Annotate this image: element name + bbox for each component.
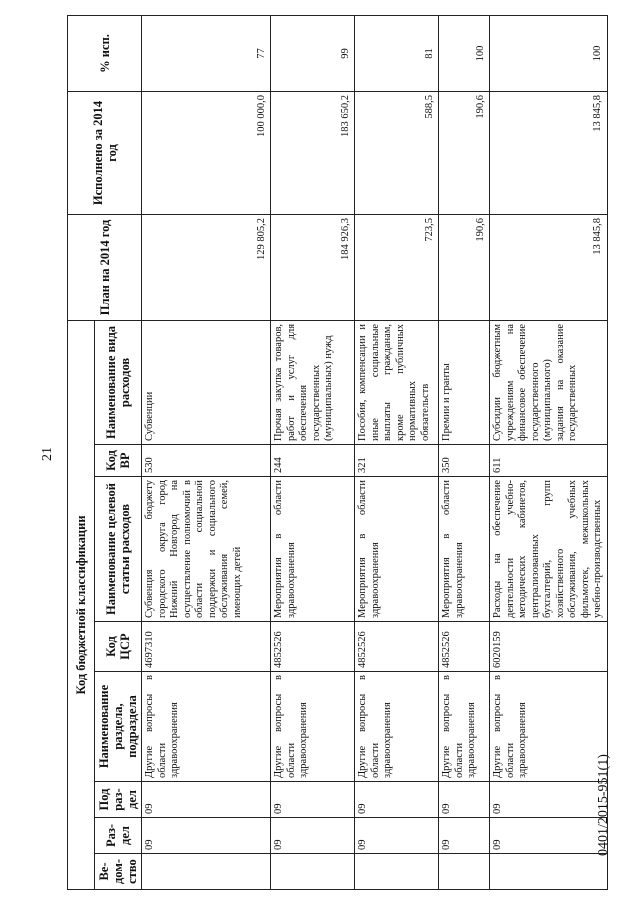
table-row: [142, 15, 271, 889]
cell-percent: 77: [142, 15, 271, 91]
cell-target-code: 6020159: [490, 622, 608, 672]
cell-target-name: Субвенция бюджету городского округа город Нижний Новгород на осуществление полномочий в области социальной поддержки и социального обслуживания семей, имеющих детей: [142, 477, 271, 622]
cell-expense-type-name: Пособия, компенсации и иные социальные выплаты гражданам, кроме публичных нормативных обязательств: [355, 320, 439, 444]
header-section: Раз-дел: [95, 818, 142, 854]
cell-executed: 100 000,0: [142, 91, 271, 214]
header-target-code: Код ЦСР: [95, 622, 142, 672]
rotated-page-content: [67, 16, 622, 890]
cell-expense-type-code: 611: [490, 445, 608, 477]
header-plan: План на 2014 год: [68, 214, 142, 320]
header-section-name: Наименование раздела, подраздела: [95, 672, 142, 782]
header-subsection: Под раз-дел: [95, 782, 142, 818]
cell-target-name: Мероприятия в области здравоохранения: [355, 477, 439, 622]
cell-section: 09: [271, 818, 355, 854]
cell-department: [490, 854, 608, 890]
cell-expense-type-name: Субсидии бюджетным учреждениям на финансовое обеспечение государственного (муниципального) задания на оказание государственных: [490, 320, 608, 444]
cell-section-name: Другие вопросы в области здравоохранения: [439, 672, 490, 782]
cell-executed: 13 845,8: [490, 91, 608, 214]
cell-executed: 190,6: [439, 91, 490, 214]
cell-percent: 81: [355, 15, 439, 91]
cell-expense-type-code: 321: [355, 445, 439, 477]
cell-target-name: Мероприятия в области здравоохранения: [439, 477, 490, 622]
cell-subsection: 09: [490, 782, 608, 818]
cell-target-code: 4852526: [439, 622, 490, 672]
cell-subsection: 09: [271, 782, 355, 818]
cell-section-name: Другие вопросы в области здравоохранения: [142, 672, 271, 782]
cell-expense-type-code: 350: [439, 445, 490, 477]
cell-section: 09: [355, 818, 439, 854]
header-percent: % исп.: [68, 15, 142, 91]
document-code: 0401/2015-951(1): [596, 754, 611, 856]
cell-subsection: 09: [439, 782, 490, 818]
cell-subsection: 09: [355, 782, 439, 818]
header-expense-type-code: Код ВР: [95, 445, 142, 477]
table-row: [439, 15, 490, 889]
cell-expense-type-name: Премии и гранты: [439, 320, 490, 444]
cell-section-name: Другие вопросы в области здравоохранения: [271, 672, 355, 782]
cell-plan: 184 926,3: [271, 214, 355, 320]
cell-executed: 588,5: [355, 91, 439, 214]
cell-percent: 99: [271, 15, 355, 91]
header-row-group: [68, 15, 95, 889]
cell-percent: 100: [490, 15, 608, 91]
cell-target-code: 4852526: [355, 622, 439, 672]
cell-section: 09: [490, 818, 608, 854]
budget-table: [67, 15, 608, 890]
header-budget-classification: Код бюджетной классификации: [68, 320, 95, 889]
cell-percent: 100: [439, 15, 490, 91]
header-department: Ве-дом-ство: [95, 854, 142, 890]
cell-department: [355, 854, 439, 890]
cell-target-name: Мероприятия в области здравоохранения: [271, 477, 355, 622]
cell-department: [439, 854, 490, 890]
header-executed: Исполнено за 2014 год: [68, 91, 142, 214]
cell-expense-type-name: Прочая закупка товаров, работ и услуг для обеспечения государственных (муниципальных) нужд: [271, 320, 355, 444]
cell-department: [271, 854, 355, 890]
header-target-name: Наименование целевой статьи расходов: [95, 477, 142, 622]
cell-department: [142, 854, 271, 890]
cell-subsection: 09: [142, 782, 271, 818]
cell-executed: 183 650,2: [271, 91, 355, 214]
table-row: [271, 15, 355, 889]
cell-target-name: Расходы на обеспечение деятельности учебно-методических кабинетов, централизованных бухгалтерий, групп хозяйственного обслуживания, учебных фильмотек, межшкольных учебно-производственных: [490, 477, 608, 622]
cell-section: 09: [439, 818, 490, 854]
cell-target-code: 4852526: [271, 622, 355, 672]
page-number: 21: [40, 447, 55, 461]
cell-expense-type-code: 530: [142, 445, 271, 477]
cell-expense-type-name: Субвенции: [142, 320, 271, 444]
table-row: [490, 15, 608, 889]
header-expense-type-name: Наименование вида расходов: [95, 320, 142, 444]
cell-section-name: Другие вопросы в области здравоохранения: [355, 672, 439, 782]
cell-expense-type-code: 244: [271, 445, 355, 477]
cell-section: 09: [142, 818, 271, 854]
cell-plan: 723,5: [355, 214, 439, 320]
cell-plan: 129 805,2: [142, 214, 271, 320]
table-row: [355, 15, 439, 889]
cell-section-name: Другие вопросы в области здравоохранения: [490, 672, 608, 782]
cell-target-code: 4697310: [142, 622, 271, 672]
cell-plan: 190,6: [439, 214, 490, 320]
cell-plan: 13 845,8: [490, 214, 608, 320]
